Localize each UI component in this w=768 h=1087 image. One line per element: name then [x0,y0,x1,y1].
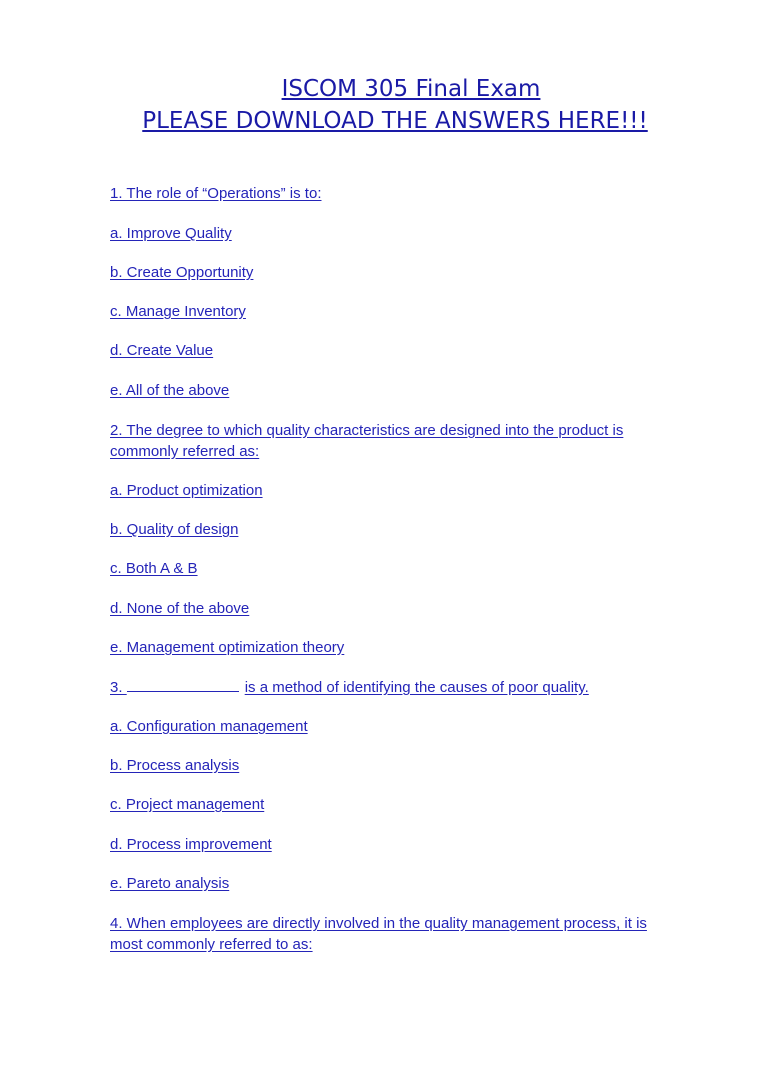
question-2-option-e[interactable]: e. Management optimization theory [110,639,345,656]
question-3-prompt[interactable] [110,677,589,698]
question-2-option-a[interactable]: a. Product optimization [110,482,263,499]
question-3-option-b[interactable]: b. Process analysis [110,757,240,774]
question-1-option-a[interactable]: a. Improve Quality [110,225,232,242]
question-2-option-d[interactable]: d. None of the above [110,600,250,617]
question-1-option-c[interactable]: c. Manage Inventory [110,303,246,320]
question-2-option-b[interactable]: b. Quality of design [110,521,239,538]
exam-title-link[interactable]: ISCOM 305 Final Exam [281,76,541,102]
question-3-text: is a method of identifying the causes of poor quality. [244,679,589,696]
question-1-option-b[interactable]: b. Create Opportunity [110,264,254,281]
question-1-prompt[interactable]: 1. The role of “Operations” is to: [110,185,322,202]
question-1-option-e[interactable]: e. All of the above [110,382,230,399]
question-2-option-c[interactable]: c. Both A & B [110,560,198,577]
question-3-option-d[interactable]: d. Process improvement [110,836,272,853]
fill-in-blank [127,677,239,692]
question-3-option-e[interactable]: e. Pareto analysis [110,875,230,892]
question-2-prompt-line-2[interactable]: commonly referred as: [110,443,260,460]
question-4-prompt-line-2[interactable]: most commonly referred to as: [110,936,313,953]
question-3-number: 3. [110,679,123,696]
question-1-option-d[interactable]: d. Create Value [110,342,214,359]
question-2-prompt-line-1[interactable]: 2. The degree to which quality characteristics are designed into the product is [110,422,624,439]
question-4-prompt-line-1[interactable]: 4. When employees are directly involved in the quality management process, it is [110,915,647,932]
question-3-option-c[interactable]: c. Project management [110,796,265,813]
download-answers-link[interactable]: PLEASE DOWNLOAD THE ANSWERS HERE!!! [142,108,648,134]
question-3-option-a[interactable]: a. Configuration management [110,718,308,735]
document-header [0,74,768,136]
